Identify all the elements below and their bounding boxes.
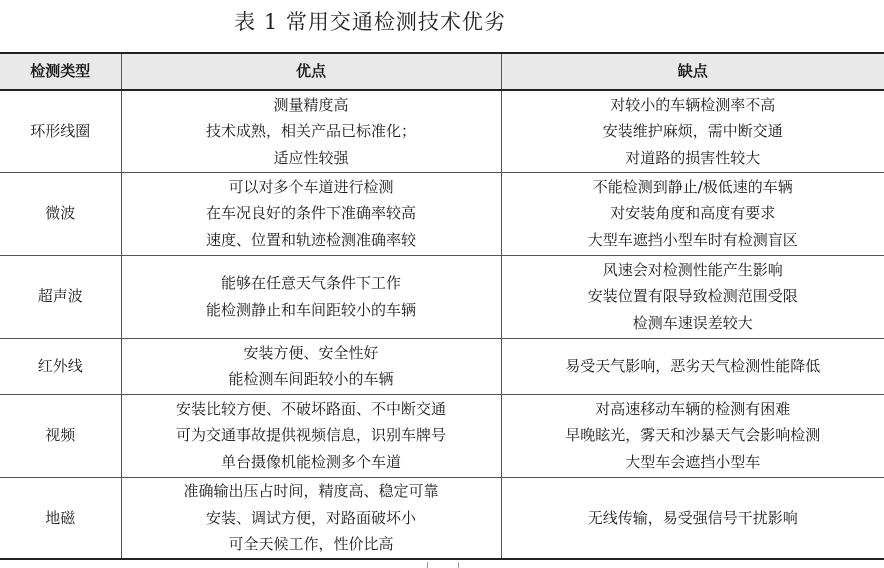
cons-line: 大型车遮挡小型车时有检测盲区 [587,230,798,249]
pros-line: 单台摄像机能检测多个车道 [220,452,401,471]
pros-line: 可为交通事故提供视频信息，识别车牌号 [175,426,446,445]
cons-line: 安装维护麻烦，需中断交通 [602,122,783,140]
cons-line: 大型车会遮挡小型车 [625,452,761,471]
cons-line: 检测车速误差较大 [632,313,753,332]
pros-cell [121,477,501,559]
table-row [0,338,884,394]
cons-cell [501,90,884,172]
cons-cell [501,394,884,477]
table-row [0,255,884,338]
type-cell: 红外线 [0,338,121,394]
cons-cell [501,255,884,338]
pros-line: 在车况良好的条件下准确率较高 [205,204,416,223]
cons-line: 风速会对检测性能产生影响 [602,260,783,279]
pros-line: 可以对多个车道进行检测 [228,177,394,196]
pros-line: 技术成熟，相关产品已标准化； [205,122,416,140]
header-row [0,53,884,90]
cons-line: 对安装角度和高度有要求 [610,204,776,223]
cons-line: 易受天气影响，恶劣天气检测性能降低 [565,356,821,375]
cons-line: 无线传输，易受强信号干扰影响 [587,508,798,527]
type-cell: 地磁 [0,477,121,559]
cons-line: 早晚眩光，雾天和沙暴天气会影响检测 [565,426,821,445]
pros-line: 能检测静止和车间距较小的车辆 [205,300,416,319]
pros-line: 准确输出压占时间，精度高、稳定可靠 [183,482,439,500]
pros-line: 可全天候工作，性价比高 [228,535,394,553]
header-type: 检测类型 [0,53,121,90]
cons-line: 对高速移动车辆的检测有困难 [595,399,791,418]
header-pros: 优点 [121,53,501,90]
table-row [0,172,884,255]
pros-cell [121,255,501,338]
pros-line: 能检测车间距较小的车辆 [228,370,394,388]
pros-cell [121,172,501,255]
pros-cell [121,90,501,172]
cons-line: 对较小的车辆检测率不高 [610,95,776,114]
comparison-table [0,52,884,560]
cons-cell [501,172,884,255]
table-caption: 表 1 常用交通检测技术优劣 [234,10,506,34]
pros-cell [121,338,501,394]
pros-line: 测量精度高 [273,95,349,114]
type-cell: 视频 [0,394,121,477]
pros-line: 速度、位置和轨迹检测准确率较 [205,230,416,249]
pros-cell [121,394,501,477]
pros-line: 安装比较方便、不破坏路面、不中断交通 [175,399,446,418]
cons-cell [501,477,884,559]
page-edge-marker [427,562,459,568]
pros-line: 适应性较强 [273,148,349,167]
cons-line: 不能检测到静止/极低速的车辆 [592,177,793,196]
table-row [0,477,884,559]
pros-line: 能够在任意天气条件下工作 [220,274,401,292]
cons-line: 安装位置有限导致检测范围受限 [587,287,798,306]
type-cell: 微波 [0,172,121,255]
type-cell: 超声波 [0,255,121,338]
pros-line: 安装方便、安全性好 [243,343,379,362]
header-cons: 缺点 [501,53,884,90]
table-row [0,90,884,172]
cons-cell [501,338,884,394]
type-cell: 环形线圈 [0,90,121,172]
cons-line: 对道路的损害性较大 [625,148,761,167]
table-row [0,394,884,477]
pros-line: 安装、调试方便，对路面破坏小 [205,508,416,527]
